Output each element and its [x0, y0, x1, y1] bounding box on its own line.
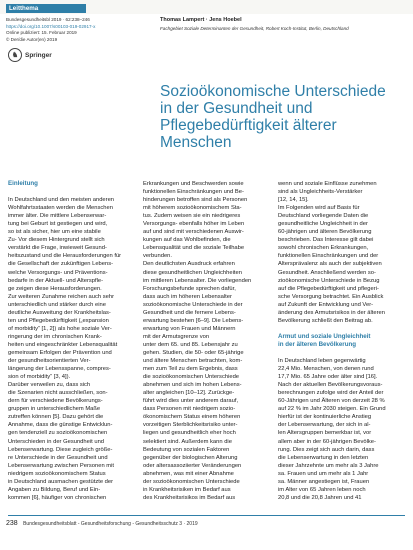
body-text-line: 60-jährigen und älteren Bevölkerung — [278, 229, 372, 236]
body-text-line: 60-Jährigen und Älteren von derzeit 28 % — [278, 398, 385, 405]
body-text-line: änderung des Armutsrisikos in der älteren — [278, 309, 385, 316]
body-text-line: Forschungsbefunde sprechen dafür, — [143, 285, 236, 292]
body-text-line: der Lebenserwartung, der sich in al- — [278, 422, 371, 429]
body-text-line: Nach der aktuellen Bevölkerungsvoraus- — [278, 382, 383, 389]
body-text-line: deutliche Ausweitung der Krankheitslas- — [8, 309, 111, 316]
body-text-line: erwartung von Frauen und Männern — [143, 325, 236, 332]
body-text-line: unterschiedlich und stärker durch eine — [8, 301, 106, 308]
body-text-line: sion of morbidity“ [3, 4]). — [8, 374, 71, 381]
body-text-line: Zur weiteren Zunahme reichen auch sehr — [8, 293, 115, 300]
body-text-line: ringerung der im chronischen Krank- — [8, 333, 102, 340]
body-text-line: verbunden. — [143, 253, 173, 260]
copyright-line: © Der/die Autor(en) 2019 — [6, 36, 58, 42]
body-text-line: gehen. Studien, die 50- oder 65-jährige — [143, 349, 244, 356]
body-text-line: abnehmen und sich im hohen Lebens- — [143, 382, 242, 389]
body-text-line: des Krankheitsrisikos im Bedarf aus — [143, 494, 236, 501]
journal-name: Bundesgesundheitsblatt - Gesundheitsforschung - Gesundheitsschutz 3 · 2019 — [23, 521, 198, 527]
body-text-line: zutreffen können [5]. Dazu gehört die — [8, 414, 104, 421]
body-text-line: hierfür ist der kontinuierliche Anstieg — [278, 414, 372, 421]
body-text-line: 22,4 Mio. Menschen, von denen rund — [278, 366, 374, 373]
body-text-line: 17,7 Mio. 65 Jahre oder älter sind [16]. — [278, 374, 378, 381]
body-column-2 — [143, 180, 271, 502]
body-column-1 — [8, 180, 136, 502]
body-text-line: in Deutschland ausmachen gestützte der — [8, 478, 114, 485]
body-text-line: auf und sind mit verschiedenen Auswir- — [143, 229, 244, 236]
body-text-line: berechnungen zufolge wird der Anteil der — [278, 390, 384, 397]
body-text-line: tung bei Geburt ist gestiegen und wird, — [8, 221, 108, 228]
affiliation: Fachgebiet Soziale Determinanten der Gesundheit, Robert Koch-Institut, Berlin, Deutschland — [160, 26, 349, 31]
springer-horse-icon: ♞ — [8, 48, 22, 62]
body-text-line: der gesundheitsorientierten Ver- — [8, 358, 91, 365]
body-text-line: gen tendenziell zu sozioökonomischen — [8, 430, 108, 437]
body-text-line: Deutschland vorliegende Daten die — [278, 213, 369, 220]
body-text-line: In Deutschland und den meisten anderen — [8, 197, 115, 204]
body-text-line: auf Zukunft der Entwicklung und Ver- — [278, 301, 374, 308]
body-text-line: führt wird dies unter anderem darauf, — [143, 398, 239, 405]
body-text-line: 20,8 und die 20,8 Jahren und 41 — [278, 494, 362, 501]
body-text-line: mit höherem sozioökonomischem Sta- — [143, 205, 242, 212]
body-text-line: beschrieben. Das Interesse gilt dabei — [278, 237, 374, 244]
body-text-line: Lebenserwartung zwischen Personen mit — [8, 462, 115, 469]
body-text-line: im Alter von 65 Jahren leben noch — [278, 486, 366, 493]
body-text-line: niedrigem sozioökonomischem Status — [8, 470, 106, 477]
body-text-line: unter dem 65. und 85. Lebensjahr zu — [143, 341, 238, 348]
body-text-line: selektiert sind. Außerdem kann die — [143, 438, 232, 445]
body-text-line: heiten und eingeschränkter Lebensqualität — [8, 341, 118, 348]
body-text-line: dass Personen mit niedrigem sozio- — [143, 406, 236, 413]
body-text-line: allem aber in der 60-jährigen Bevölke- — [278, 438, 376, 445]
body-text-line: Bevölkerung schließt den Beitrag ab. — [278, 317, 373, 324]
body-text-line: re Unterschiede in der Gesundheit und — [8, 454, 108, 461]
body-text-line: In Deutschland leben gegenwärtig — [278, 358, 366, 365]
body-text-line: Im Folgenden wird auf Basis für — [278, 205, 360, 212]
article-title — [160, 83, 408, 151]
body-text-line: die sozioökonomischen Unterschiede — [143, 374, 240, 381]
body-text-line: Lebenserwartung. Diese zugleich größe- — [8, 446, 113, 453]
body-text-line: gesundheitliche Ungleichheit in der — [278, 221, 368, 228]
page-footer — [6, 520, 198, 527]
body-text-line: welche Versorgungs- und Präventions- — [8, 269, 108, 276]
body-text-line: die Gesellschaft der zukünftigen Lebens- — [8, 261, 114, 268]
body-text-line: Annahme, dass die günstige Entwicklun- — [8, 422, 113, 429]
body-text-line: die Lebenserwartung in den letzten — [278, 454, 369, 461]
body-text-line: dern für verschiedene Bevölkerungs- — [8, 398, 103, 405]
section-heading: Armut und soziale Ungleichheit — [278, 332, 371, 340]
body-text-line: Erkrankungen und Beschwerden sowie — [143, 181, 244, 187]
body-text-line: dass auch im höheren Lebensalter — [143, 293, 232, 300]
body-text-line: Lebensqualität und die soziale Teilhabe — [143, 245, 245, 252]
body-text-line: und ältere Menschen betrachten, kom- — [143, 358, 243, 365]
section-heading: in der älteren Bevölkerung — [278, 340, 357, 348]
body-text-line: gruppen in unterschiedlichem Maße — [8, 406, 101, 413]
title-line: Menschen — [160, 134, 232, 151]
body-text-line: gemeinsam Erfolgen der Prävention und — [8, 349, 112, 356]
body-text-line: so ist als sicher, hier um eine stabile — [8, 229, 101, 236]
body-text-line: diese gesundheitlichen Ungleichheiten — [143, 269, 242, 276]
article-meta — [6, 17, 156, 43]
title-line: Sozioökonomische Unterschiede — [160, 83, 386, 100]
body-text-line: Versorgungs- ebenfalls höher im Leben — [143, 221, 245, 228]
body-text-line: kungen auf das Wohlbefinden, die — [143, 237, 231, 244]
body-text-line: ge zeigen diese Herausforderungen. — [8, 285, 102, 292]
body-column-3 — [278, 180, 408, 502]
body-text-line: [12, 14, 15]. — [278, 197, 309, 204]
body-text-line: bedarfe in der Aktuell- und Alterspfle- — [8, 277, 104, 284]
body-text-line: zioökonomische Unterschiede in Bezug — [278, 277, 380, 284]
body-text-line: Unterschieden in der Gesundheit und — [8, 438, 105, 445]
body-text-line: men zum Teil zu dem Ergebnis, dass — [143, 366, 238, 373]
body-text-line: alter angleichen [10–12]. Zurückge- — [143, 390, 235, 397]
body-text-line: der sozioökonomischen Unterschiede — [143, 478, 240, 485]
body-text-line: heitszustand und die Herausforderungen für — [8, 253, 122, 260]
doi-link[interactable]: https://doi.org/10.1007/s00103-019-02917-x — [6, 23, 96, 29]
published-line: Online publiziert: 15. Februar 2019 — [6, 30, 77, 35]
body-text-line: sa. Frauen und um mehr als 1 Jahr — [278, 470, 369, 477]
body-text-line: Den deutlichsten Ausdruck erfahren — [143, 261, 235, 268]
body-text-line: liegen und gesundheitlich eher hoch — [143, 430, 236, 437]
body-text-line: verstärkt die Frage, inwieweit Gesund- — [8, 245, 107, 252]
body-text-line: funktionellen Einschränkungen und Be- — [143, 189, 244, 196]
body-text-line: Darüber verweilen zu, dass sich — [8, 382, 91, 389]
body-text-line: vorzeitigen Sterblichkeitsrisiko unter- — [143, 422, 238, 429]
body-text-line: Zu- Vor diesem Hintergrund stellt sich — [8, 237, 105, 244]
footer-rule — [8, 515, 405, 516]
body-text-line: ökonomischem Status einem höheren — [143, 414, 241, 421]
body-text-line: auf 22 % im Jahr 2030 steigen. Ein Grund — [278, 406, 386, 413]
body-text-line: kommen [6], häufiger von chronischen — [8, 494, 107, 501]
body-text-line: Altersprävalenz als auch der subjektiven — [278, 261, 382, 268]
body-text-line: auf die Pflegebedürftigkeit und pflegeri- — [278, 285, 379, 292]
body-text-line — [278, 349, 408, 357]
authors: Thomas Lampert · Jens Hoebel — [160, 17, 242, 23]
body-text-line: hinderungen betroffen sind als Personen — [143, 197, 248, 204]
body-text-line: sa. Männer angestiegen ist, Frauen — [278, 478, 370, 485]
body-text-line: Angaben zu Bildung, Beruf und Ein- — [8, 486, 101, 493]
body-text-line: Bedeutung von sozialen Faktoren — [143, 446, 230, 453]
body-text-line: längerung der Lebensspanne, compres- — [8, 366, 111, 373]
page-number: 238 — [6, 520, 18, 527]
body-text-line: len Altersgruppen bemerkbar ist, vor — [278, 430, 372, 437]
publisher-logo — [8, 48, 52, 62]
citation-line: Bundesgesundheitsbl 2019 · 62:238–246 — [6, 17, 90, 22]
body-text-line: immer älter. Die mittlere Lebenserwar- — [8, 213, 107, 220]
body-text-line: mit der Armutsgrenze von — [143, 333, 210, 340]
body-text-line: ten und Pflegebedürftigkeit („expansion — [8, 317, 109, 324]
body-text-line: funktionellen Einschränkungen und der — [278, 253, 379, 260]
body-text-line: sche Versorgung betrachtet. Ein Ausblick — [278, 293, 384, 300]
title-line: Pflegebedürftigkeit älterer — [160, 117, 337, 134]
body-text-line: sowohl chronischen Erkrankungen, — [278, 245, 369, 252]
publisher-label: Springer — [25, 51, 52, 59]
body-text-line: Gesundheit. Anschließend werden so- — [278, 269, 376, 276]
body-text-line: Wohlfahrtsstaaten werden die Menschen — [8, 205, 113, 212]
body-text-line: of morbidity“ [1, 2]) als hohe soziale Ver- — [8, 325, 112, 332]
body-text-line: wenn und soziale Einflüsse zunehmen — [278, 181, 377, 187]
body-text-line — [8, 188, 136, 196]
body-text-line: tus. Zudem weisen sie ein niedrigeres — [143, 213, 241, 220]
section-tag: Leitthema — [6, 4, 86, 13]
body-text-line: sozioökonomische Unterschiede in der — [143, 301, 243, 308]
section-heading: Einleitung — [8, 180, 38, 187]
body-text-line: erwartung bestehen [6–9]. Die Lebens- — [143, 317, 244, 324]
body-text-line: rung. Dies zeigt sich auch darin, dass — [278, 446, 375, 453]
body-text-line: im mittleren Lebensalter. Die vorliegenden — [143, 277, 252, 284]
body-text-line: Gesundheit und die fernere Lebens- — [143, 309, 236, 316]
body-text-line: dieser Jahrzehnte um mehr als 3 Jahre — [278, 462, 379, 469]
body-text-line: gegenüber der biologischen Alterung — [143, 454, 238, 461]
body-text-line: die Szenarien nicht ausschließen, son- — [8, 390, 108, 397]
body-text-line: oder altersassoziierter Veränderungen — [143, 462, 242, 469]
body-text-line: sind als Ungleichheits-Verstärker — [278, 189, 363, 196]
body-text-line: abnehmen, was mit einer Abnahme — [143, 470, 234, 477]
body-text-line — [278, 325, 408, 333]
title-line: in der Gesundheit und — [160, 100, 313, 117]
body-text-line: in Krankheitsrisiken im Bedarf aus — [143, 486, 231, 493]
